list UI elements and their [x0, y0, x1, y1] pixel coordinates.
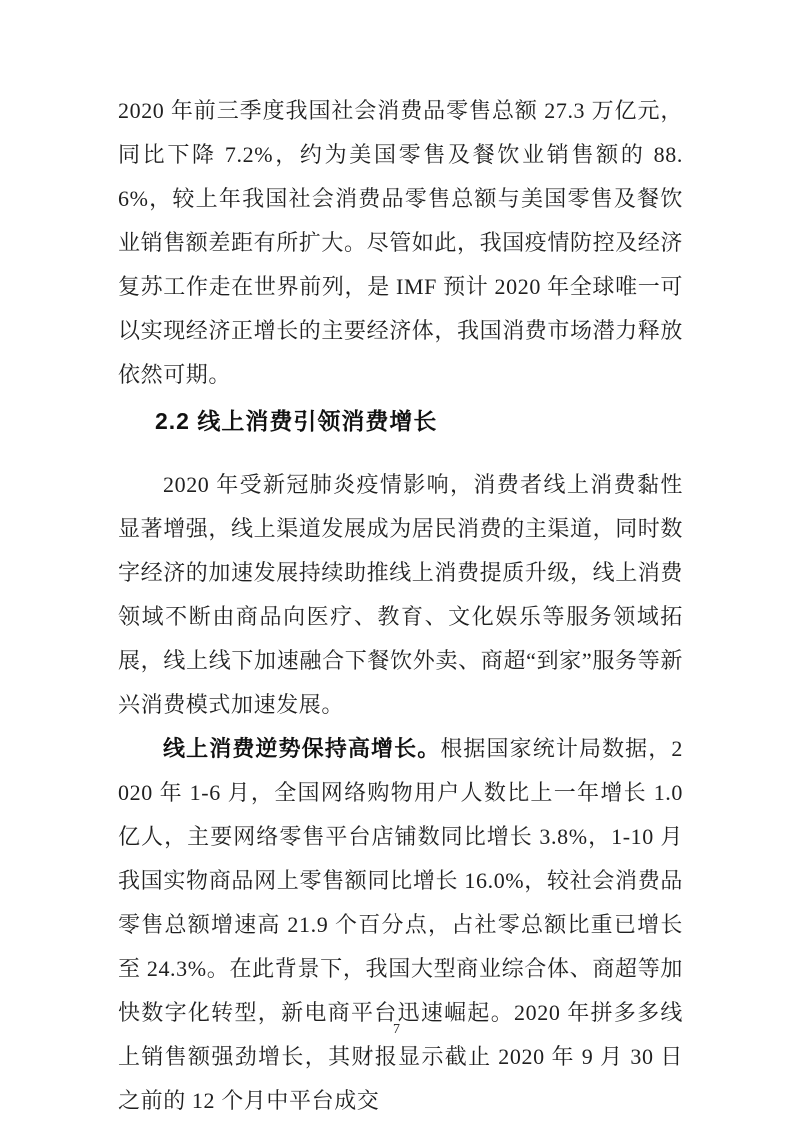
- paragraph: [118, 727, 683, 1122]
- paragraph-rest: 根据国家统计局数据，2020 年 1-6 月，全国网络购物用户人数比上一年增长 1.0 亿人，主要网络零售平台店铺数同比增长 3.8%，1-10 月我国实物商品网上零售额同比增长 16.0%，较社会消费品零售总额增速高 21.9 个百分点，占社零总额比重已增长至 24.3%。在此背景下，我国大型商业综合体、商超等加快数字化转型，新电商平台迅速崛起。2020 年拼多多线上销售额强劲增长，其财报显示截止 2020 年 9 月 30 日之前的 12 个月中平台成交: [118, 736, 683, 1113]
- section-heading: 2.2 线上消费引领消费增长: [155, 408, 438, 434]
- paragraph-lead-bold: 线上消费逆势保持高增长。: [163, 736, 441, 761]
- page-number: 7: [393, 1022, 400, 1037]
- paragraph: 2020 年受新冠肺炎疫情影响，消费者线上消费黏性显著增强，线上渠道发展成为居民消费的主渠道，同时数字经济的加速发展持续助推线上消费提质升级，线上消费领域不断由商品向医疗、教育、文化娱乐等服务领域拓展，线上线下加速融合下餐饮外卖、商超“到家”服务等新兴消费模式加速发展。: [118, 472, 684, 717]
- paragraph-continued: 2020 年前三季度我国社会消费品零售总额 27.3 万亿元，同比下降 7.2%，约为美国零售及餐饮业销售额的 88.6%，较上年我国社会消费品零售总额与美国零售及餐饮业销售额差距有所扩大。尽管如此，我国疫情防控及经济复苏工作走在世界前列，是 IMF 预计 2020 年全球唯一可以实现经济正增长的主要经济体，我国消费市场潜力释放依然可期。: [118, 98, 684, 387]
